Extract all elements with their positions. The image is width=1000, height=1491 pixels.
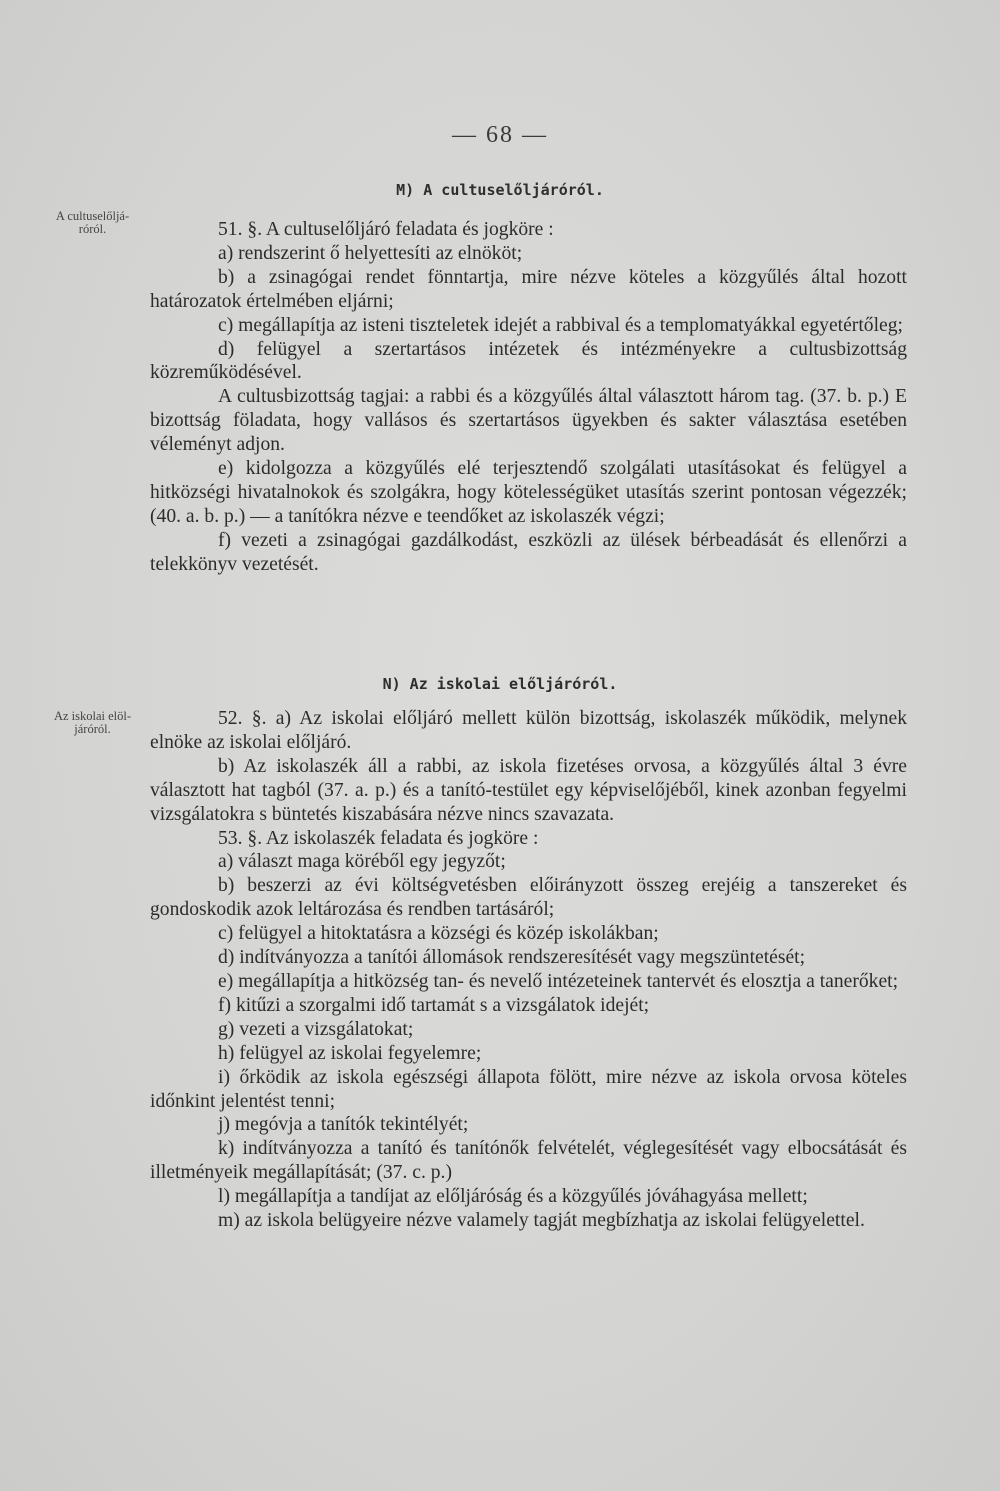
paragraph: a) rendszerint ő helyettesíti az elnököt; [218,242,523,264]
margin-note-m: A cultuselőljá- róról. [55,209,130,236]
paragraph: 51. §. A cultuselőljáró feladata és jogköre : [218,219,554,240]
paragraph: e) kidolgozza a közgyűlés elé terjesztendő szolgálati utasításokat és felügyel a hitközségi hivatalnokok és szolgákra, hogy kötelességüket utasítás szerint pontosan végezzék; (40. a. b. p.) — a tanítókra nézve e teendőket az iskolaszék végzi; [150,458,907,527]
paragraph: f) vezeti a zsinagógai gazdálkodást, eszközli az ülések bérbeadását és ellenőrzi a telekkönyv vezetését. [150,529,907,575]
paragraph: d) felügyel a szertartásos intézetek és intézményekre a cultusbizottság közreműködésével. [150,338,907,384]
paragraph: c) megállapítja az isteni tiszteletek idejét a rabbival és a templomatyákkal egyetértőleg; [218,314,903,336]
page-number: — 68 — [452,122,548,148]
paragraph: k) indítványozza a tanító és tanítónők felvételét, véglegesítését vagy elbocsátását és illetményeik megállapítását; (37. c. p.) [150,1138,907,1184]
section-heading-n: N) Az iskolai előljáróról. [382,675,618,693]
paragraph: b) a zsinagógai rendet fönntartja, mire nézve köteles a közgyűlés által hozott határozatok értelmében eljárni; [150,266,907,312]
paragraph: c) felügyel a hitoktatásra a községi és közép iskolákban; [218,923,659,945]
paragraph: l) megállapítja a tandíjat az előljáróság és a közgyűlés jóváhagyása mellett; [218,1186,808,1208]
section-n-body [150,707,907,1233]
section-m-body [150,218,907,577]
paragraph: 53. §. Az iskolaszék feladata és jogköre : [218,827,539,849]
paragraph: b) beszerzi az évi költségvetésben előirányzott összeg erejéig a tanszereket és gondoskodik azok leltározása és rendben tartásáról; [150,875,907,921]
paragraph: 52. §. a) Az iskolai előljáró mellett külön bizottság, iskolaszék működik, melynek elnöke az iskolai előljáró. [150,708,907,753]
paragraph: h) felügyel az iskolai fegyelemre; [218,1042,482,1064]
section-heading-m: M) A cultuselőljáróról. [396,181,604,199]
paragraph: j) megóvja a tanítók tekintélyét; [218,1114,469,1136]
margin-note-n: Az iskolai elöl- járóról. [53,709,132,736]
paragraph: i) őrködik az iskola egészségi állapota fölött, mire nézve az iskola orvosa köteles időnkint jelentést tenni; [150,1066,907,1112]
paragraph: b) Az iskolaszék áll a rabbi, az iskola fizetéses orvosa, a közgyűlés által 3 évre választott hat tagból (37. a. p.) és a tanító-testület egy képviselőjéből, kinek azonban fegyelmi vizsgálatokra s büntetés kiszabására nézve nincs szavazata. [150,755,907,825]
paragraph: e) megállapítja a hitközség tan- és nevelő intézeteinek tantervét és elosztja a tanerőket; [218,970,899,992]
paragraph: d) indítványozza a tanítói állomások rendszeresítését vagy megszüntetését; [218,947,806,969]
paragraph: m) az iskola belügyeire nézve valamely tagját megbízhatja az iskolai felügyelettel. [218,1210,865,1232]
paragraph: f) kitűzi a szorgalmi idő tartamát s a vizsgálatok idejét; [218,994,650,1016]
paragraph: a) választ maga köréből egy jegyzőt; [218,851,506,873]
paragraph: g) vezeti a vizsgálatokat; [218,1018,414,1040]
paragraph: A cultusbizottság tagjai: a rabbi és a közgyűlés által választott három tag. (37. b. p.) E bizottság föladata, hogy vallásos és szertartásos ügyekben és sakter választása esetében véleményt adjon. [150,386,907,456]
